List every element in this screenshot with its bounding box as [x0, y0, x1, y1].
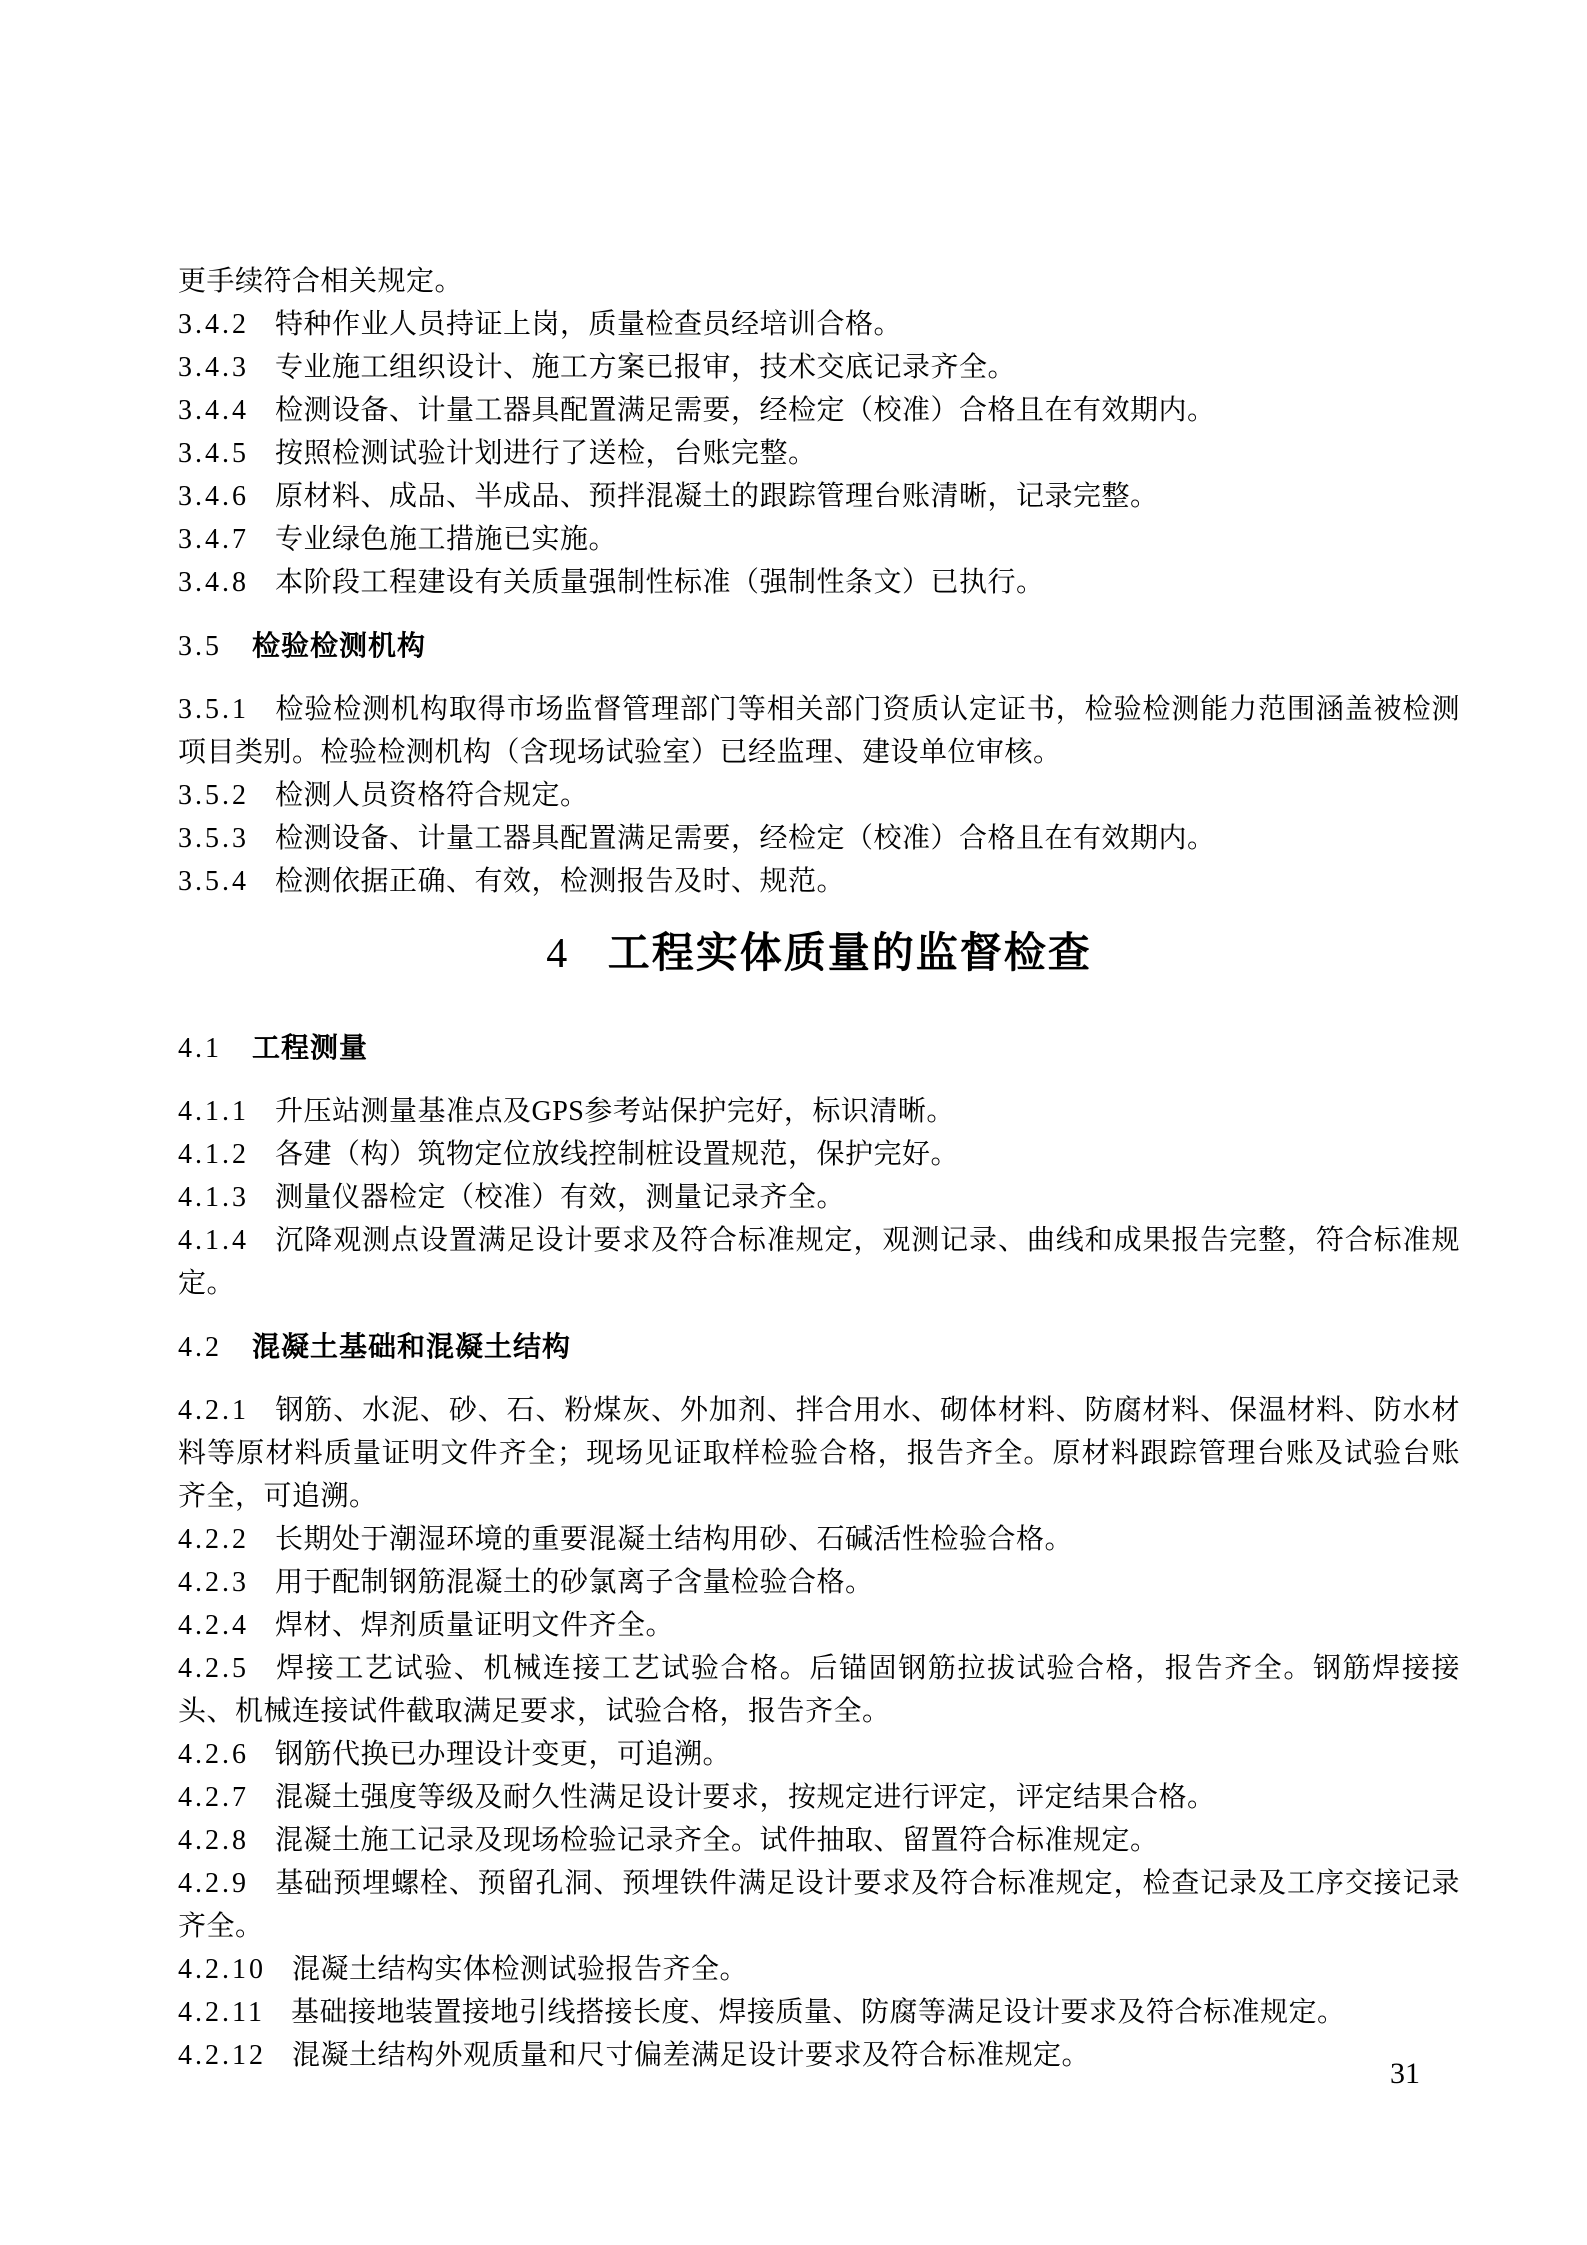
clause-item	[178, 1133, 1460, 1176]
clause-number: 4.2.8	[178, 1825, 249, 1856]
clause-item	[178, 1862, 1460, 1948]
clause-number: 3.5.2	[178, 780, 249, 811]
section-heading	[178, 624, 1460, 668]
clause-text: 混凝土强度等级及耐久性满足设计要求，按规定进行评定，评定结果合格。	[275, 1782, 1216, 1813]
page-number: 31	[1390, 2057, 1420, 2090]
clause-number: 4.1.3	[178, 1182, 249, 1213]
clause-number: 3.4.4	[178, 395, 249, 426]
clause-text: 钢筋、水泥、砂、石、粉煤灰、外加剂、拌合用水、砌体材料、防腐材料、保温材料、防水材料等原材料质量证明文件齐全；现场见证取样检验合格，报告齐全。原材料跟踪管理台账及试验台账齐全，可追溯。	[178, 1395, 1460, 1512]
clause-text: 检验检测机构取得市场监督管理部门等相关部门资质认定证书，检验检测能力范围涵盖被检测项目类别。检验检测机构（含现场试验室）已经监理、建设单位审核。	[178, 694, 1460, 768]
clause-text: 检测依据正确、有效，检测报告及时、规范。	[275, 866, 846, 897]
clause-item	[178, 1776, 1460, 1819]
clause-item	[178, 1991, 1460, 2034]
clause-text: 测量仪器检定（校准）有效，测量记录齐全。	[275, 1182, 846, 1213]
clause-number: 4.2.9	[178, 1868, 249, 1899]
clause-item	[178, 688, 1460, 774]
body-paragraph	[178, 260, 1460, 303]
clause-number: 4.2.1	[178, 1395, 249, 1426]
clause-text: 各建（构）筑物定位放线控制桩设置规范，保护完好。	[275, 1139, 960, 1170]
clause-number: 4.1.2	[178, 1139, 249, 1170]
clause-item	[178, 1604, 1460, 1647]
clause-item	[178, 1819, 1460, 1862]
clause-item	[178, 303, 1460, 346]
clause-item	[178, 860, 1460, 903]
clause-number: 4.2.12	[178, 2040, 266, 2071]
clause-item	[178, 1389, 1460, 1518]
clause-text: 长期处于潮湿环境的重要混凝土结构用砂、石碱活性检验合格。	[275, 1524, 1074, 1555]
clause-item	[178, 1948, 1460, 1991]
clause-text: 焊材、焊剂质量证明文件齐全。	[275, 1610, 675, 1641]
clause-item	[178, 1518, 1460, 1561]
clause-text: 按照检测试验计划进行了送检，台账完整。	[275, 438, 817, 469]
section-title: 检验检测机构	[252, 630, 427, 661]
clause-number: 4.2.4	[178, 1610, 249, 1641]
clause-number: 3.5.3	[178, 823, 249, 854]
clause-text: 混凝土施工记录及现场检验记录齐全。试件抽取、留置符合标准规定。	[275, 1825, 1159, 1856]
clause-number: 4.2.10	[178, 1954, 266, 1985]
clause-item	[178, 774, 1460, 817]
clause-item	[178, 1176, 1460, 1219]
clause-item	[178, 2034, 1460, 2077]
clause-text: 钢筋代换已办理设计变更，可追溯。	[275, 1739, 732, 1770]
clause-text: 原材料、成品、半成品、预拌混凝土的跟踪管理台账清晰，记录完整。	[275, 481, 1159, 512]
clause-text: 焊接工艺试验、机械连接工艺试验合格。后锚固钢筋拉拔试验合格，报告齐全。钢筋焊接接头、机械连接试件截取满足要求，试验合格，报告齐全。	[178, 1653, 1460, 1727]
clause-number: 4.2.5	[178, 1653, 249, 1684]
clause-item	[178, 1090, 1460, 1133]
clause-text: 检测设备、计量工器具配置满足需要，经检定（校准）合格且在有效期内。	[275, 823, 1216, 854]
clause-text: 基础接地装置接地引线搭接长度、焊接质量、防腐等满足设计要求及符合标准规定。	[290, 1997, 1346, 2028]
document-content	[178, 260, 1460, 2077]
clause-text: 升压站测量基准点及GPS参考站保护完好，标识清晰。	[275, 1096, 955, 1127]
clause-number: 4.2.3	[178, 1567, 249, 1598]
clause-item	[178, 475, 1460, 518]
clause-text: 检测设备、计量工器具配置满足需要，经检定（校准）合格且在有效期内。	[275, 395, 1216, 426]
clause-text: 混凝土结构实体检测试验报告齐全。	[292, 1954, 749, 1985]
clause-item	[178, 1219, 1460, 1305]
clause-number: 4.2.11	[178, 1997, 265, 2028]
clause-text: 用于配制钢筋混凝土的砂氯离子含量检验合格。	[275, 1567, 874, 1598]
section-heading	[178, 1026, 1460, 1070]
chapter-number: 4	[546, 931, 568, 977]
clause-number: 3.4.8	[178, 567, 249, 598]
clause-text: 特种作业人员持证上岗，质量检查员经培训合格。	[275, 309, 903, 340]
clause-text: 基础预埋螺栓、预留孔洞、预埋铁件满足设计要求及符合标准规定，检查记录及工序交接记录齐全。	[178, 1868, 1460, 1942]
clause-text: 检测人员资格符合规定。	[275, 780, 589, 811]
clause-text: 沉降观测点设置满足设计要求及符合标准规定，观测记录、曲线和成果报告完整，符合标准规定。	[178, 1225, 1460, 1299]
paragraph-text: 更手续符合相关规定。	[178, 266, 464, 297]
clause-item	[178, 346, 1460, 389]
chapter-heading	[178, 927, 1460, 980]
clause-text: 本阶段工程建设有关质量强制性标准（强制性条文）已执行。	[275, 567, 1045, 598]
clause-item	[178, 389, 1460, 432]
clause-number: 3.4.6	[178, 481, 249, 512]
clause-number: 3.4.7	[178, 524, 249, 555]
clause-item	[178, 432, 1460, 475]
clause-number: 3.4.2	[178, 309, 249, 340]
clause-text: 专业施工组织设计、施工方案已报审，技术交底记录齐全。	[275, 352, 1017, 383]
chapter-title: 工程实体质量的监督检查	[607, 929, 1092, 976]
clause-number: 4.1.4	[178, 1225, 249, 1256]
clause-number: 3.4.5	[178, 438, 249, 469]
clause-number: 4.2.2	[178, 1524, 249, 1555]
clause-item	[178, 817, 1460, 860]
clause-number: 3.5.1	[178, 694, 249, 725]
clause-number: 4.2.6	[178, 1739, 249, 1770]
section-number: 3.5	[178, 631, 222, 662]
clause-number: 3.5.4	[178, 866, 249, 897]
clause-item	[178, 1647, 1460, 1733]
section-number: 4.1	[178, 1033, 222, 1064]
clause-item	[178, 1733, 1460, 1776]
section-title: 混凝土基础和混凝土结构	[252, 1331, 572, 1362]
clause-number: 3.4.3	[178, 352, 249, 383]
clause-text: 混凝土结构外观质量和尺寸偏差满足设计要求及符合标准规定。	[292, 2040, 1091, 2071]
section-number: 4.2	[178, 1332, 222, 1363]
section-heading	[178, 1325, 1460, 1369]
clause-text: 专业绿色施工措施已实施。	[275, 524, 618, 555]
clause-number: 4.1.1	[178, 1096, 249, 1127]
clause-item	[178, 518, 1460, 561]
section-title: 工程测量	[252, 1032, 369, 1063]
clause-number: 4.2.7	[178, 1782, 249, 1813]
clause-item	[178, 1561, 1460, 1604]
clause-item	[178, 561, 1460, 604]
